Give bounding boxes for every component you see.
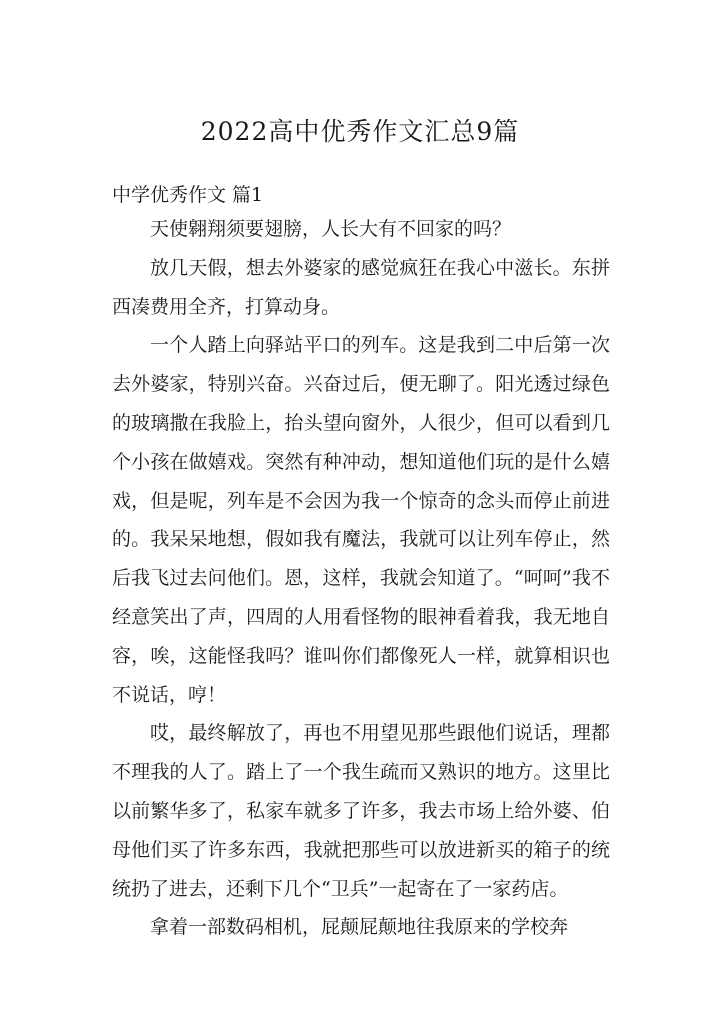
paragraph-3: 一个人踏上向驿站平口的列车。这是我到二中后第一次去外婆家，特别兴奋。兴奋过后，便无聊了。阳光透过绿色的玻璃撒在我脸上，抬头望向窗外，人很少，但可以看到几个小孩在做嬉戏。突然有种冲动，想知道他们玩的是什么嬉戏，但是呢，列车是不会因为我一个惊奇的念头而停止前进的。我呆呆地想，假如我有魔法，我就可以让列车停止，然后我飞过去问他们。恩，这样，我就会知道了。“呵呵”我不经意笑出了声，四周的人用看怪物的眼神看着我，我无地自容，唉，这能怪我吗？谁叫你们都像死人一样，就算相识也不说话，哼！ — [112, 334, 610, 706]
paragraph-2: 放几天假，想去外婆家的感觉疯狂在我心中滋长。东拼西凑费用全齐，打算动身。 — [112, 256, 610, 318]
document-title: 2022高中优秀作文汇总9篇 — [200, 117, 520, 146]
body-text — [112, 210, 610, 947]
paragraph-5: 拿着一部数码相机，屁颠屁颠地往我原来的学校奔 — [150, 916, 569, 939]
paragraph-1: 天使翱翔须要翅膀，人长大有不回家的吗？ — [150, 218, 512, 240]
paragraph-4: 哎，最终解放了，再也不用望见那些跟他们说话，理都不理我的人了。踏上了一个我生疏而又熟识的地方。这里比以前繁华多了，私家车就多了许多，我去市场上给外婆、伯母他们买了许多东西，我就把那些可以放进新买的箱子的统统扔了进去，还剩下几个“卫兵”一起寄在了一家药店。 — [112, 722, 610, 900]
section-heading: 中学优秀作文 篇1 — [112, 184, 264, 206]
